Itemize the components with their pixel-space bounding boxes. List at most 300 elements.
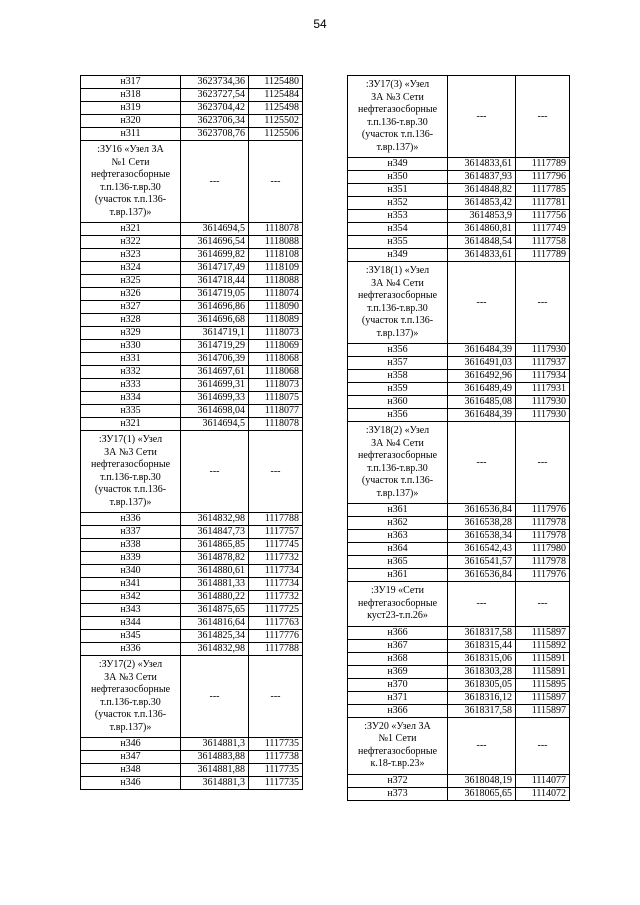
point-name: н339 bbox=[81, 552, 181, 565]
y-coordinate: 1117976 bbox=[516, 569, 570, 582]
y-coordinate: 1117788 bbox=[249, 513, 303, 526]
y-coordinate: 1117738 bbox=[249, 751, 303, 764]
x-coordinate: 3614832,98 bbox=[181, 643, 249, 656]
point-name: н352 bbox=[348, 197, 448, 210]
point-row bbox=[81, 418, 303, 431]
point-row bbox=[348, 409, 570, 422]
y-coordinate: 1117937 bbox=[516, 357, 570, 370]
section-header-row bbox=[81, 431, 303, 513]
point-row bbox=[81, 353, 303, 366]
x-coordinate: 3614878,82 bbox=[181, 552, 249, 565]
section-title-line: ЗА №3 Сети bbox=[104, 446, 157, 458]
point-name: н340 bbox=[81, 565, 181, 578]
point-row bbox=[348, 691, 570, 704]
y-coordinate: 1117978 bbox=[516, 556, 570, 569]
point-name: н356 bbox=[348, 409, 448, 422]
x-coordinate: 3614719,1 bbox=[181, 327, 249, 340]
point-name: н363 bbox=[348, 530, 448, 543]
x-coordinate: 3616489,49 bbox=[448, 383, 516, 396]
point-row bbox=[348, 370, 570, 383]
x-coordinate: 3614717,49 bbox=[181, 262, 249, 275]
point-row bbox=[81, 89, 303, 102]
section-title-line: т.вр.137)» bbox=[109, 206, 152, 218]
x-coordinate: 3614833,61 bbox=[448, 249, 516, 262]
point-row bbox=[81, 76, 303, 89]
point-name: н319 bbox=[81, 102, 181, 115]
section-title-line: :ЗУ18(1) «Узел bbox=[365, 265, 430, 276]
x-coordinate: 3623706,34 bbox=[181, 115, 249, 128]
y-coordinate: 1114072 bbox=[516, 787, 570, 800]
section-title-line: куст23-т.п.26» bbox=[367, 610, 428, 621]
x-coordinate: 3618048,19 bbox=[448, 774, 516, 787]
point-row bbox=[348, 652, 570, 665]
point-row bbox=[348, 223, 570, 236]
y-coordinate: 1117758 bbox=[516, 236, 570, 249]
x-coordinate: 3614837,93 bbox=[448, 171, 516, 184]
y-coordinate: 1118089 bbox=[249, 314, 303, 327]
point-name: н372 bbox=[348, 774, 448, 787]
section-title-line: нефтегазосборные bbox=[357, 597, 438, 609]
point-name: н362 bbox=[348, 517, 448, 530]
point-name: н317 bbox=[81, 76, 181, 89]
point-row bbox=[348, 171, 570, 184]
point-row bbox=[81, 591, 303, 604]
y-coordinate: --- bbox=[516, 262, 570, 344]
point-name: н349 bbox=[348, 158, 448, 171]
y-coordinate: --- bbox=[516, 717, 570, 774]
y-coordinate: 1118068 bbox=[249, 353, 303, 366]
x-coordinate: 3618317,58 bbox=[448, 626, 516, 639]
y-coordinate: 1117732 bbox=[249, 591, 303, 604]
section-title-line: нефтегазосборные bbox=[357, 745, 438, 757]
x-coordinate: 3614880,61 bbox=[181, 565, 249, 578]
point-row bbox=[348, 236, 570, 249]
x-coordinate: 3614833,61 bbox=[448, 158, 516, 171]
point-row bbox=[81, 552, 303, 565]
point-row bbox=[348, 787, 570, 800]
point-row bbox=[81, 249, 303, 262]
section-title-line: нефтегазосборные bbox=[90, 169, 171, 180]
y-coordinate: 1118088 bbox=[249, 275, 303, 288]
point-row bbox=[348, 704, 570, 717]
y-coordinate: 1117796 bbox=[516, 171, 570, 184]
x-coordinate: 3614719,05 bbox=[181, 288, 249, 301]
point-name: н322 bbox=[81, 236, 181, 249]
y-coordinate: 1117756 bbox=[516, 210, 570, 223]
y-coordinate: 1117980 bbox=[516, 543, 570, 556]
section-title-line: т.вр.137)» bbox=[109, 496, 152, 508]
y-coordinate: 1115891 bbox=[516, 652, 570, 665]
point-name: н330 bbox=[81, 340, 181, 353]
y-coordinate: 1117978 bbox=[516, 517, 570, 530]
x-coordinate: 3616542,43 bbox=[448, 543, 516, 556]
point-name: н342 bbox=[81, 591, 181, 604]
y-coordinate: --- bbox=[249, 656, 303, 738]
y-coordinate: 1125506 bbox=[249, 128, 303, 141]
section-title-line: (участок т.п.136- bbox=[361, 475, 434, 486]
point-name: н335 bbox=[81, 405, 181, 418]
point-row bbox=[81, 777, 303, 790]
point-name: н326 bbox=[81, 288, 181, 301]
section-title-line: т.п.136-т.вр.30 bbox=[100, 696, 161, 708]
point-name: н345 bbox=[81, 630, 181, 643]
section-title-line: :ЗУ20 «Узел ЗА bbox=[364, 720, 431, 732]
point-row bbox=[348, 517, 570, 530]
x-coordinate: 3616541,57 bbox=[448, 556, 516, 569]
y-coordinate: 1117930 bbox=[516, 344, 570, 357]
section-title-line: т.п.136-т.вр.30 bbox=[100, 181, 161, 193]
y-coordinate: --- bbox=[249, 431, 303, 513]
y-coordinate: 1117776 bbox=[249, 630, 303, 643]
x-coordinate: 3618315,44 bbox=[448, 639, 516, 652]
point-name: н350 bbox=[348, 171, 448, 184]
x-coordinate: 3614696,54 bbox=[181, 236, 249, 249]
y-coordinate: 1118078 bbox=[249, 223, 303, 236]
section-title bbox=[81, 656, 181, 738]
point-row bbox=[81, 115, 303, 128]
x-coordinate: 3614697,61 bbox=[181, 366, 249, 379]
y-coordinate: 1117976 bbox=[516, 504, 570, 517]
x-coordinate: 3623708,76 bbox=[181, 128, 249, 141]
point-name: н369 bbox=[348, 665, 448, 678]
section-title-line: :ЗУ17(3) «Узел bbox=[365, 79, 430, 90]
x-coordinate: 3614832,98 bbox=[181, 513, 249, 526]
section-title-line: т.вр.137)» bbox=[376, 327, 419, 339]
y-coordinate: 1115897 bbox=[516, 691, 570, 704]
y-coordinate: 1117785 bbox=[516, 184, 570, 197]
point-row bbox=[81, 327, 303, 340]
y-coordinate: 1117725 bbox=[249, 604, 303, 617]
point-name: н311 bbox=[81, 128, 181, 141]
section-title-line: :ЗУ19 «Сети bbox=[370, 585, 425, 596]
point-name: н347 bbox=[81, 751, 181, 764]
y-coordinate: 1118069 bbox=[249, 340, 303, 353]
point-row bbox=[348, 197, 570, 210]
y-coordinate: --- bbox=[516, 422, 570, 504]
y-coordinate: 1117930 bbox=[516, 409, 570, 422]
point-name: н371 bbox=[348, 691, 448, 704]
section-title bbox=[348, 76, 448, 158]
x-coordinate: 3616492,96 bbox=[448, 370, 516, 383]
y-coordinate: 1117734 bbox=[249, 578, 303, 591]
point-row bbox=[81, 405, 303, 418]
y-coordinate: 1115895 bbox=[516, 678, 570, 691]
point-row bbox=[81, 340, 303, 353]
point-name: н373 bbox=[348, 787, 448, 800]
x-coordinate: 3614880,22 bbox=[181, 591, 249, 604]
x-coordinate: 3614881,3 bbox=[181, 777, 249, 790]
point-name: н358 bbox=[348, 370, 448, 383]
section-title-line: (участок т.п.136- bbox=[361, 129, 434, 140]
x-coordinate: 3614696,86 bbox=[181, 301, 249, 314]
point-row bbox=[348, 543, 570, 556]
point-name: н366 bbox=[348, 626, 448, 639]
section-title-line: ЗА №3 Сети bbox=[104, 671, 157, 683]
page-number: 54 bbox=[313, 17, 327, 31]
point-name: н364 bbox=[348, 543, 448, 556]
point-row bbox=[81, 366, 303, 379]
x-coordinate: 3618317,58 bbox=[448, 704, 516, 717]
x-coordinate: 3614694,5 bbox=[181, 418, 249, 431]
x-coordinate: 3614848,54 bbox=[448, 236, 516, 249]
point-row bbox=[81, 288, 303, 301]
x-coordinate: --- bbox=[448, 582, 516, 627]
section-title-line: :ЗУ18(2) «Узел bbox=[365, 425, 430, 436]
point-name: н365 bbox=[348, 556, 448, 569]
point-name: н353 bbox=[348, 210, 448, 223]
section-title-line: ЗА №3 Сети bbox=[371, 91, 424, 103]
y-coordinate: 1118068 bbox=[249, 366, 303, 379]
x-coordinate: 3616536,84 bbox=[448, 504, 516, 517]
point-row bbox=[81, 643, 303, 656]
y-coordinate: 1118108 bbox=[249, 249, 303, 262]
section-header-row bbox=[81, 141, 303, 223]
point-row bbox=[348, 210, 570, 223]
x-coordinate: --- bbox=[181, 656, 249, 738]
point-name: н355 bbox=[348, 236, 448, 249]
x-coordinate: 3614881,33 bbox=[181, 578, 249, 591]
point-name: н320 bbox=[81, 115, 181, 128]
point-row bbox=[348, 774, 570, 787]
section-title bbox=[348, 262, 448, 344]
y-coordinate: 1125498 bbox=[249, 102, 303, 115]
section-title bbox=[348, 717, 448, 774]
y-coordinate: 1118075 bbox=[249, 392, 303, 405]
y-coordinate: 1117732 bbox=[249, 552, 303, 565]
point-name: н359 bbox=[348, 383, 448, 396]
x-coordinate: --- bbox=[448, 76, 516, 158]
point-name: н343 bbox=[81, 604, 181, 617]
section-header-row bbox=[348, 422, 570, 504]
y-coordinate: 1117789 bbox=[516, 158, 570, 171]
point-name: н354 bbox=[348, 223, 448, 236]
point-row bbox=[81, 617, 303, 630]
x-coordinate: 3614816,64 bbox=[181, 617, 249, 630]
section-title bbox=[81, 141, 181, 223]
x-coordinate: 3614883,88 bbox=[181, 751, 249, 764]
point-row bbox=[348, 530, 570, 543]
point-name: н321 bbox=[81, 418, 181, 431]
point-name: н346 bbox=[81, 738, 181, 751]
x-coordinate: 3614848,82 bbox=[448, 184, 516, 197]
x-coordinate: --- bbox=[448, 422, 516, 504]
point-row bbox=[81, 738, 303, 751]
section-title-line: т.п.136-т.вр.30 bbox=[367, 116, 428, 128]
section-title-line: №1 Сети bbox=[111, 156, 150, 168]
x-coordinate: 3618303,28 bbox=[448, 665, 516, 678]
x-coordinate: 3614696,68 bbox=[181, 314, 249, 327]
section-title-line: (участок т.п.136- bbox=[94, 709, 167, 720]
section-title-line: т.вр.137)» bbox=[376, 487, 419, 499]
point-row bbox=[348, 665, 570, 678]
point-name: н336 bbox=[81, 513, 181, 526]
point-name: н341 bbox=[81, 578, 181, 591]
point-name: н346 bbox=[81, 777, 181, 790]
point-row bbox=[348, 158, 570, 171]
x-coordinate: 3614699,31 bbox=[181, 379, 249, 392]
point-row bbox=[81, 526, 303, 539]
x-coordinate: 3616484,39 bbox=[448, 409, 516, 422]
y-coordinate: 1118109 bbox=[249, 262, 303, 275]
section-title bbox=[348, 582, 448, 627]
point-row bbox=[81, 539, 303, 552]
section-header-row bbox=[348, 717, 570, 774]
point-name: н370 bbox=[348, 678, 448, 691]
x-coordinate: 3616538,34 bbox=[448, 530, 516, 543]
y-coordinate: 1117734 bbox=[249, 565, 303, 578]
y-coordinate: 1117749 bbox=[516, 223, 570, 236]
point-name: н323 bbox=[81, 249, 181, 262]
section-title bbox=[81, 431, 181, 513]
section-title-line: :ЗУ16 «Узел ЗА bbox=[97, 144, 164, 155]
point-row bbox=[81, 223, 303, 236]
point-name: н333 bbox=[81, 379, 181, 392]
y-coordinate: 1117788 bbox=[249, 643, 303, 656]
section-title-line: :ЗУ17(2) «Узел bbox=[98, 659, 163, 670]
section-title-line: №1 Сети bbox=[378, 733, 417, 744]
point-row bbox=[348, 569, 570, 582]
point-name: н332 bbox=[81, 366, 181, 379]
x-coordinate: 3614853,42 bbox=[448, 197, 516, 210]
x-coordinate: 3623727,54 bbox=[181, 89, 249, 102]
x-coordinate: 3614694,5 bbox=[181, 223, 249, 236]
point-name: н351 bbox=[348, 184, 448, 197]
point-row bbox=[81, 751, 303, 764]
point-row bbox=[348, 396, 570, 409]
y-coordinate: 1125484 bbox=[249, 89, 303, 102]
x-coordinate: 3614881,88 bbox=[181, 764, 249, 777]
point-name: н360 bbox=[348, 396, 448, 409]
y-coordinate: 1118073 bbox=[249, 327, 303, 340]
y-coordinate: 1117930 bbox=[516, 396, 570, 409]
x-coordinate: 3618316,12 bbox=[448, 691, 516, 704]
x-coordinate: --- bbox=[448, 717, 516, 774]
point-name: н325 bbox=[81, 275, 181, 288]
x-coordinate: 3614865,85 bbox=[181, 539, 249, 552]
y-coordinate: 1118077 bbox=[249, 405, 303, 418]
point-name: н348 bbox=[81, 764, 181, 777]
section-title-line: нефтегазосборные bbox=[90, 684, 171, 695]
section-title-line: ЗА №4 Сети bbox=[371, 437, 424, 449]
point-row bbox=[348, 678, 570, 691]
point-row bbox=[81, 578, 303, 591]
x-coordinate: --- bbox=[448, 262, 516, 344]
y-coordinate: 1117735 bbox=[249, 764, 303, 777]
section-title-line: т.вр.137)» bbox=[109, 721, 152, 733]
x-coordinate: 3614699,82 bbox=[181, 249, 249, 262]
y-coordinate: 1117735 bbox=[249, 777, 303, 790]
point-name: н324 bbox=[81, 262, 181, 275]
y-coordinate: 1118088 bbox=[249, 236, 303, 249]
point-row bbox=[348, 184, 570, 197]
point-row bbox=[348, 249, 570, 262]
section-title-line: т.п.136-т.вр.30 bbox=[100, 471, 161, 483]
section-title-line: т.п.136-т.вр.30 bbox=[367, 462, 428, 474]
x-coordinate: 3614847,73 bbox=[181, 526, 249, 539]
point-row bbox=[81, 630, 303, 643]
point-row bbox=[348, 344, 570, 357]
section-title-line: т.вр.137)» bbox=[376, 141, 419, 153]
point-row bbox=[81, 236, 303, 249]
point-name: н331 bbox=[81, 353, 181, 366]
point-name: н357 bbox=[348, 357, 448, 370]
section-title-line: нефтегазосборные bbox=[90, 459, 171, 470]
point-row bbox=[348, 504, 570, 517]
y-coordinate: 1115892 bbox=[516, 639, 570, 652]
point-row bbox=[81, 275, 303, 288]
section-title bbox=[348, 422, 448, 504]
y-coordinate: 1117781 bbox=[516, 197, 570, 210]
y-coordinate: 1117789 bbox=[516, 249, 570, 262]
y-coordinate: 1117931 bbox=[516, 383, 570, 396]
y-coordinate: 1115891 bbox=[516, 665, 570, 678]
section-title-line: нефтегазосборные bbox=[357, 104, 438, 115]
x-coordinate: 3614853,9 bbox=[448, 210, 516, 223]
point-name: н328 bbox=[81, 314, 181, 327]
x-coordinate: 3614825,34 bbox=[181, 630, 249, 643]
point-name: н318 bbox=[81, 89, 181, 102]
point-row bbox=[348, 357, 570, 370]
y-coordinate: --- bbox=[516, 582, 570, 627]
point-row bbox=[81, 565, 303, 578]
point-row bbox=[348, 383, 570, 396]
x-coordinate: 3616536,84 bbox=[448, 569, 516, 582]
y-coordinate: 1117745 bbox=[249, 539, 303, 552]
point-name: н327 bbox=[81, 301, 181, 314]
point-name: н361 bbox=[348, 569, 448, 582]
point-name: н338 bbox=[81, 539, 181, 552]
point-row bbox=[81, 392, 303, 405]
y-coordinate: 1117757 bbox=[249, 526, 303, 539]
coordinates-table-right bbox=[347, 75, 570, 801]
x-coordinate: 3618065,65 bbox=[448, 787, 516, 800]
point-name: н329 bbox=[81, 327, 181, 340]
point-name: н349 bbox=[348, 249, 448, 262]
point-name: н367 bbox=[348, 639, 448, 652]
y-coordinate: 1125480 bbox=[249, 76, 303, 89]
x-coordinate: 3614860,81 bbox=[448, 223, 516, 236]
point-row bbox=[81, 128, 303, 141]
point-name: н366 bbox=[348, 704, 448, 717]
section-title-line: (участок т.п.136- bbox=[361, 315, 434, 326]
point-row bbox=[81, 604, 303, 617]
y-coordinate: 1117978 bbox=[516, 530, 570, 543]
x-coordinate: 3614699,33 bbox=[181, 392, 249, 405]
point-row bbox=[348, 639, 570, 652]
section-header-row bbox=[348, 582, 570, 627]
point-name: н356 bbox=[348, 344, 448, 357]
section-title-line: (участок т.п.136- bbox=[94, 194, 167, 205]
section-title-line: т.п.136-т.вр.30 bbox=[367, 302, 428, 314]
y-coordinate: 1125502 bbox=[249, 115, 303, 128]
section-header-row bbox=[348, 76, 570, 158]
x-coordinate: --- bbox=[181, 141, 249, 223]
section-title-line: нефтегазосборные bbox=[357, 290, 438, 301]
section-title-line: ЗА №4 Сети bbox=[371, 277, 424, 289]
x-coordinate: 3616538,28 bbox=[448, 517, 516, 530]
point-row bbox=[348, 556, 570, 569]
y-coordinate: 1115897 bbox=[516, 704, 570, 717]
point-name: н336 bbox=[81, 643, 181, 656]
point-row bbox=[81, 379, 303, 392]
y-coordinate: 1118090 bbox=[249, 301, 303, 314]
y-coordinate: 1117763 bbox=[249, 617, 303, 630]
x-coordinate: 3618315,06 bbox=[448, 652, 516, 665]
section-title-line: нефтегазосборные bbox=[357, 450, 438, 461]
y-coordinate: 1114077 bbox=[516, 774, 570, 787]
y-coordinate: 1115897 bbox=[516, 626, 570, 639]
x-coordinate: 3614718,44 bbox=[181, 275, 249, 288]
